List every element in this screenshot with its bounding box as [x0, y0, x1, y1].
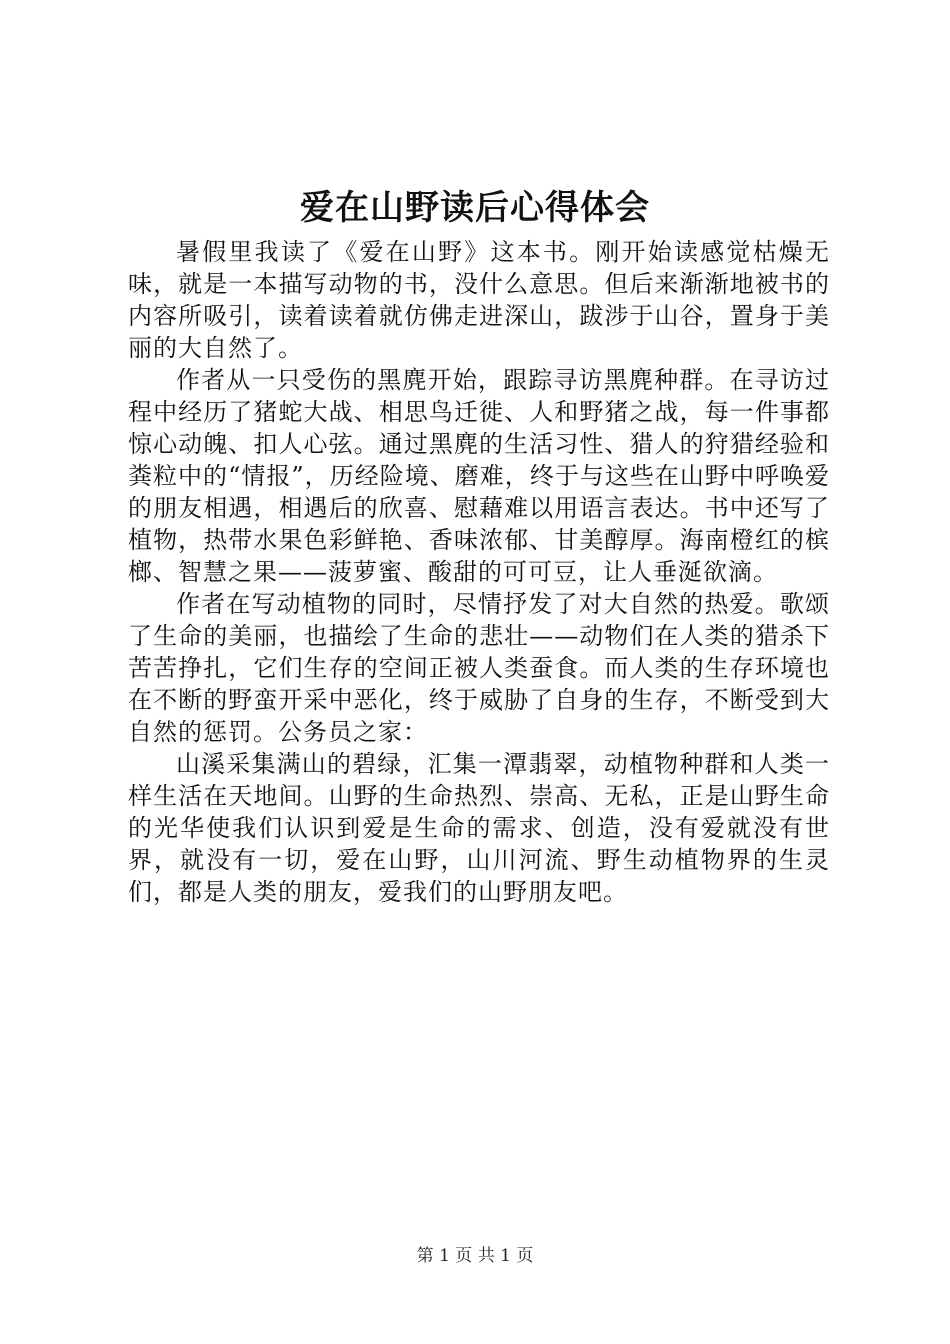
paragraph-3: 作者在写动植物的同时，尽情抒发了对大自然的热爱。歌颂了生命的美丽，也描绘了生命的悲壮——动物们在人类的猎杀下苦苦挣扎，它们生存的空间正被人类蚕食。而人类的生存环境也在不断的野蛮开采中恶化，终于威胁了自身的生存，不断受到大自然的惩罚。公务员之家： [128, 590, 830, 746]
page-number-footer: 第 1 页 共 1 页 [416, 1246, 534, 1266]
paragraph-4: 山溪采集满山的碧绿，汇集一潭翡翠，动植物种群和人类一样生活在天地间。山野的生命热烈、崇高、无私，正是山野生命的光华使我们认识到爱是生命的需求、创造，没有爱就没有世界，就没有一切，爱在山野，山川河流、野生动植物界的生灵们，都是人类的朋友，爱我们的山野朋友吧。 [128, 750, 830, 906]
document-body [128, 236, 830, 908]
document-title: 爱在山野读后心得体会 [300, 188, 650, 228]
paragraph-2: 作者从一只受伤的黑麂开始，跟踪寻访黑麂种群。在寻访过程中经历了猪蛇大战、相思鸟迁徙、人和野猪之战，每一件事都惊心动魄、扣人心弦。通过黑麂的生活习性、猎人的狩猎经验和粪粒中的“情报”，历经险境、磨难，终于与这些在山野中呼唤爱的朋友相遇，相遇后的欣喜、慰藉难以用语言表达。书中还写了植物，热带水果色彩鲜艳、香味浓郁、甘美醇厚。海南橙红的槟榔、智慧之果——菠萝蜜、酸甜的可可豆，让人垂涎欲滴。 [128, 366, 830, 586]
paragraph-1: 暑假里我读了《爱在山野》这本书。刚开始读感觉枯燥无味，就是一本描写动物的书，没什么意思。但后来渐渐地被书的内容所吸引，读着读着就仿佛走进深山，跋涉于山谷，置身于美丽的大自然了。 [128, 238, 830, 362]
